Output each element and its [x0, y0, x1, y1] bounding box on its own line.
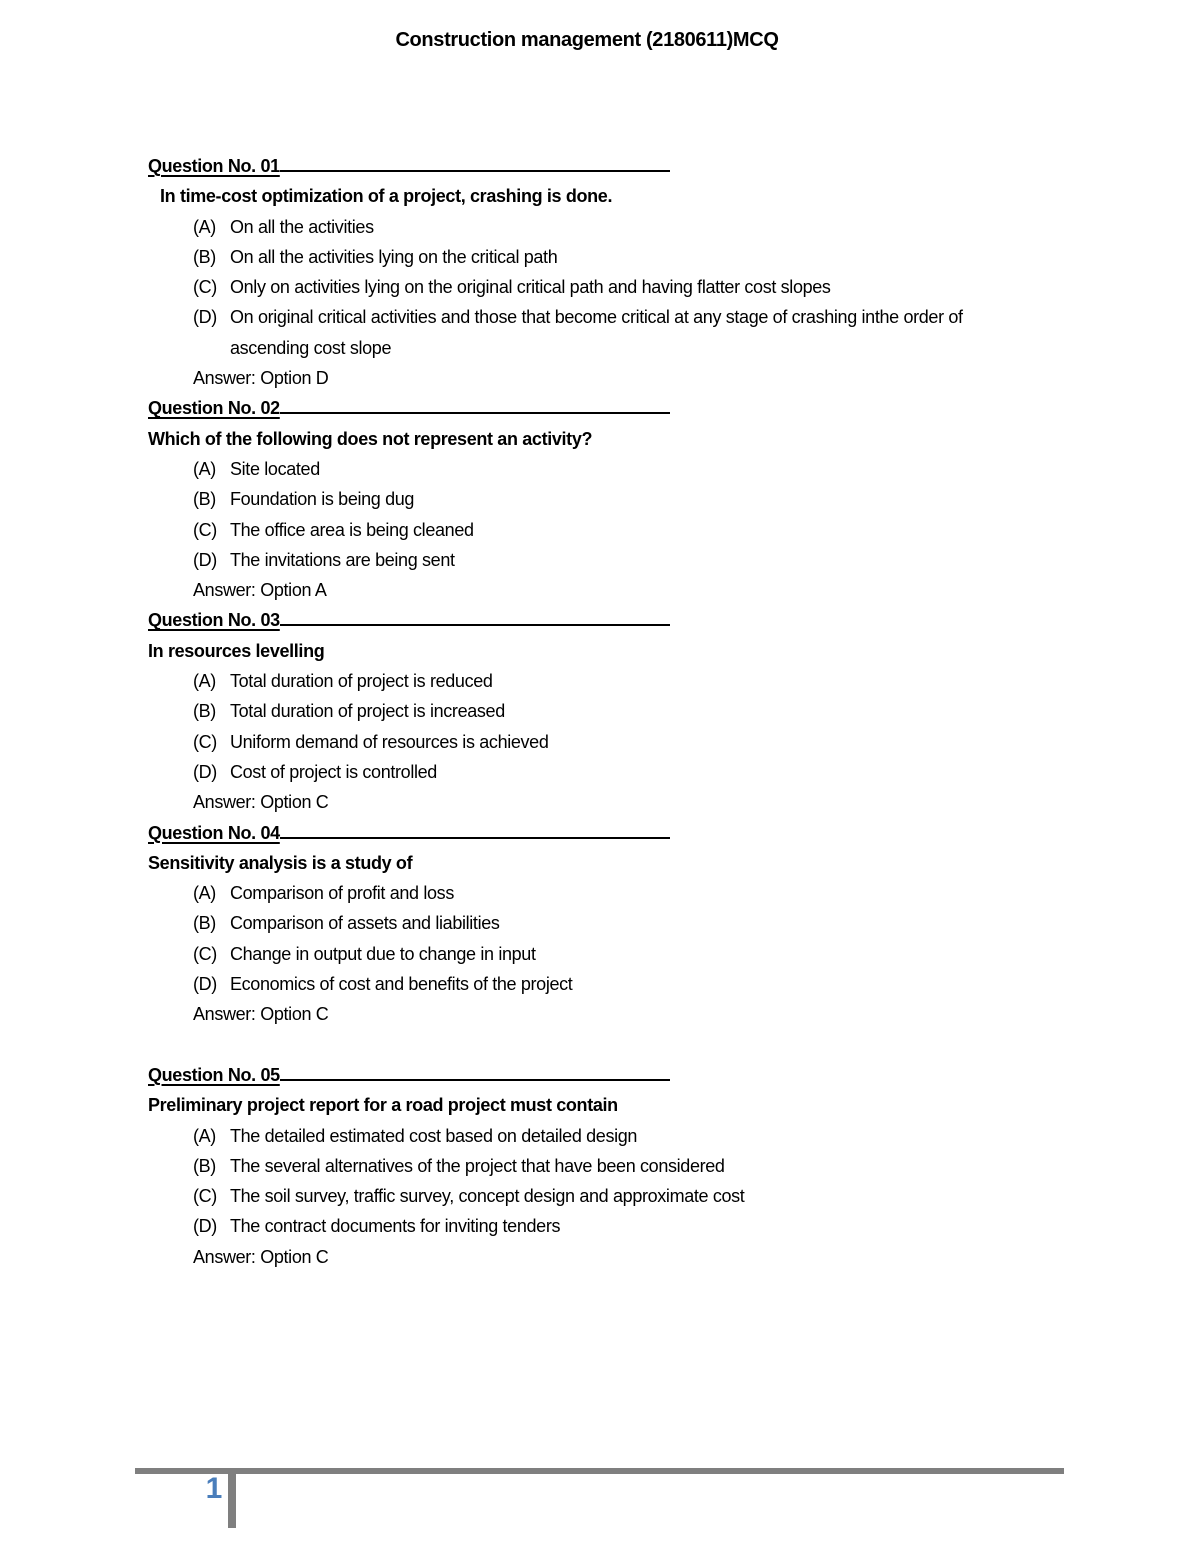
- option-row: [148, 545, 1068, 575]
- question-number-text: Question No. 02: [148, 398, 280, 419]
- option-row: [148, 757, 1068, 787]
- heading-underline-extension: [280, 835, 670, 839]
- question-number-heading: [148, 818, 1068, 848]
- option-letter: (B): [193, 489, 216, 510]
- question-number-text: Question No. 05: [148, 1064, 280, 1085]
- option-text: Total duration of project is reduced: [230, 671, 493, 692]
- options-list: [148, 454, 1068, 575]
- option-row: [148, 1181, 1068, 1211]
- option-letter: (C): [193, 731, 217, 752]
- footer-horizontal-rule: [135, 1468, 1064, 1474]
- option-letter: (B): [193, 246, 216, 267]
- option-letter: (D): [193, 974, 217, 995]
- question-number-text: Question No. 01: [148, 156, 280, 176]
- option-text: Comparison of profit and loss: [230, 883, 454, 904]
- question-block: [148, 1060, 1068, 1272]
- option-text: Foundation is being dug: [230, 489, 415, 510]
- options-list: [148, 878, 1068, 999]
- option-letter: (B): [193, 701, 216, 722]
- option-text: Cost of project is controlled: [230, 761, 437, 782]
- question-text: In time-cost optimization of a project, crashing is done.: [160, 186, 613, 207]
- option-text: Uniform demand of resources is achieved: [230, 731, 549, 752]
- question-block: [148, 605, 1068, 817]
- answer-line: Answer: Option A: [193, 580, 327, 601]
- option-letter: (C): [193, 1186, 217, 1207]
- questions-list: [148, 151, 1068, 1272]
- option-row: [148, 939, 1068, 969]
- options-list: [148, 1121, 1068, 1242]
- option-letter: (D): [193, 307, 217, 328]
- option-row: [148, 302, 1068, 363]
- option-letter: (A): [193, 1125, 216, 1146]
- option-letter: (C): [193, 277, 217, 298]
- option-letter: (C): [193, 943, 217, 964]
- question-number-heading: [148, 1060, 1068, 1090]
- question-text: In resources levelling: [148, 640, 325, 661]
- option-row: [148, 1151, 1068, 1181]
- question-number-text: Question No. 03: [148, 610, 280, 631]
- question-number-heading: [148, 605, 1068, 635]
- question-number-heading: [148, 393, 1068, 423]
- option-text: Change in output due to change in input: [230, 943, 536, 964]
- question-number-heading: [148, 151, 1068, 181]
- page-number: 1: [205, 1472, 222, 1505]
- option-text: The several alternatives of the project that have been considered: [230, 1155, 725, 1176]
- option-letter: (D): [193, 761, 217, 782]
- option-text: On original critical activities and those that become critical at any stage of crashing inthe order of ascending cost slope: [230, 307, 963, 358]
- answer-line: Answer: Option D: [193, 368, 329, 389]
- option-row: [148, 272, 1068, 302]
- answer-line: Answer: Option C: [193, 792, 329, 813]
- option-text: The contract documents for inviting tenders: [230, 1216, 561, 1237]
- option-row: [148, 1211, 1068, 1241]
- option-row: [148, 727, 1068, 757]
- option-letter: (C): [193, 519, 217, 540]
- option-text: Economics of cost and benefits of the project: [230, 974, 573, 995]
- option-text: The office area is being cleaned: [230, 519, 474, 540]
- answer-line: Answer: Option C: [193, 1246, 329, 1267]
- option-text: Comparison of assets and liabilities: [230, 913, 500, 934]
- option-row: [148, 666, 1068, 696]
- option-text: Site located: [230, 458, 320, 479]
- question-block: [148, 393, 1068, 605]
- option-letter: (A): [193, 458, 216, 479]
- question-text: Which of the following does not represent an activity?: [148, 428, 593, 449]
- heading-underline-extension: [280, 1077, 670, 1081]
- footer-vertical-rule: [228, 1468, 236, 1528]
- heading-underline-extension: [280, 168, 670, 172]
- option-text: The invitations are being sent: [230, 549, 455, 570]
- question-text: Preliminary project report for a road project must contain: [148, 1095, 618, 1116]
- question-text: Sensitivity analysis is a study of: [148, 852, 413, 873]
- option-row: [148, 969, 1068, 999]
- option-row: [148, 515, 1068, 545]
- option-row: [148, 1121, 1068, 1151]
- question-number-text: Question No. 04: [148, 822, 280, 843]
- heading-underline-extension: [280, 410, 670, 414]
- option-text: Total duration of project is increased: [230, 701, 505, 722]
- question-block: [148, 151, 1068, 393]
- option-row: [148, 454, 1068, 484]
- option-row: [148, 908, 1068, 938]
- options-list: [148, 666, 1068, 787]
- option-letter: (A): [193, 671, 216, 692]
- answer-line: Answer: Option C: [193, 1004, 329, 1025]
- options-list: [148, 212, 1068, 363]
- option-letter: (B): [193, 913, 216, 934]
- option-row: [148, 878, 1068, 908]
- question-block: [148, 818, 1068, 1030]
- option-text: The detailed estimated cost based on detailed design: [230, 1125, 638, 1146]
- option-row: [148, 484, 1068, 514]
- option-letter: (A): [193, 883, 216, 904]
- option-text: On all the activities lying on the critical path: [230, 246, 558, 267]
- option-text: On all the activities: [230, 216, 374, 237]
- document-title: Construction management (2180611)MCQ: [395, 29, 779, 51]
- option-text: The soil survey, traffic survey, concept design and approximate cost: [230, 1186, 745, 1207]
- option-row: [148, 242, 1068, 272]
- option-letter: (D): [193, 1216, 217, 1237]
- option-row: [148, 212, 1068, 242]
- option-letter: (B): [193, 1155, 216, 1176]
- option-letter: (D): [193, 549, 217, 570]
- option-text: Only on activities lying on the original critical path and having flatter cost slopes: [230, 277, 831, 298]
- option-row: [148, 696, 1068, 726]
- option-letter: (A): [193, 216, 216, 237]
- heading-underline-extension: [280, 622, 670, 626]
